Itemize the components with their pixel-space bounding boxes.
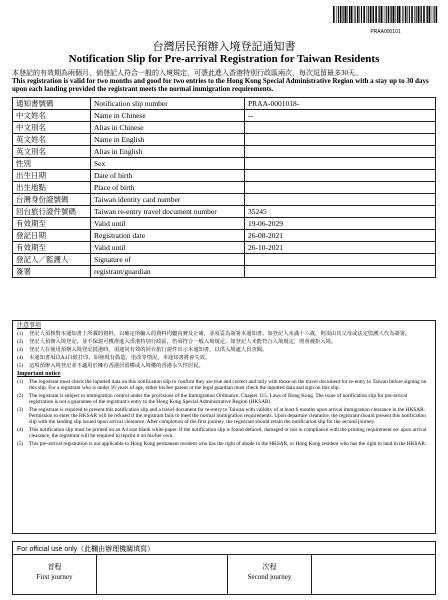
note-number: (5) <box>17 363 24 369</box>
field-label-en: Name in Chinese <box>91 110 245 122</box>
note-item <box>17 331 431 337</box>
field-row <box>13 194 436 206</box>
official-use-heading: For official use only（此欄由辦理機關填寫） <box>13 542 435 555</box>
barcode <box>333 6 438 23</box>
field-value <box>245 194 436 206</box>
field-label-zh: 英文姓名 <box>13 134 91 146</box>
barcode-bar <box>416 6 417 23</box>
barcode-bar <box>336 6 337 23</box>
note-text: The registrant must check the inputted data on this notification slip to confirm they are true and correct and tally with those on the travel document for re-entry to Taiwan before signing on this slip. For a registrant who is under 16 years of age, either his/her parent or the legal guardian must check the inputted data and sign on this slip. <box>29 379 427 391</box>
field-label-en: Valid until <box>91 218 245 230</box>
intro-block <box>12 69 436 93</box>
field-label-en: Taiwan re-entry travel document number <box>91 206 245 218</box>
field-row <box>13 182 436 194</box>
intro-chinese: 本登記的有效期為兩個月，倘登記人符合一般的入境規定，可憑此進入香港特別行政區兩次，每次逗留最多30天。 <box>12 69 362 77</box>
barcode-bar <box>372 6 373 23</box>
barcode-bar <box>436 6 438 23</box>
barcode-bar <box>386 6 387 23</box>
barcode-bar <box>390 6 391 23</box>
barcode-bar <box>388 6 390 23</box>
field-value <box>245 134 436 146</box>
barcode-bar <box>384 6 385 23</box>
barcode-bar <box>393 6 395 23</box>
barcode-bar <box>361 6 362 23</box>
notes-section <box>12 320 436 534</box>
title-english: Notification Slip for Pre-arrival Registration for Taiwan Residents <box>68 53 380 65</box>
barcode-bar <box>370 6 372 23</box>
barcode-bar <box>379 6 380 23</box>
note-number: (2) <box>17 339 24 345</box>
intro-english: This registration is valid for two months and good for two entries to the Hong Kong Special Administrative Region with a stay up to 30 days upon each landing provided the registrant meets the normal immigration requirements. <box>12 77 429 93</box>
field-label-zh: 有效期至 <box>13 218 91 230</box>
barcode-bar <box>373 6 374 23</box>
second-journey-zh: 次程 <box>262 563 277 571</box>
field-value <box>245 146 436 158</box>
field-label-zh: 中文姓名 <box>13 110 91 122</box>
field-label-zh: 出生地點 <box>13 182 91 194</box>
field-value: 26-08-2021 <box>245 230 436 242</box>
note-text: This pre-arrival registration is not applicable to Hong Kong permanent resident who has the right of abode in the HKSAR, or Hong Kong resident who has the right to land in the HKSAR. <box>29 441 427 447</box>
barcode-bar <box>353 6 354 23</box>
field-label-zh: 登記人／監護人 <box>13 254 91 266</box>
barcode-bar <box>359 6 360 23</box>
note-text: 登記人在使用預辦入境登記抵港時，須連同有效的回台旅行證件出示本通知書，以供入境處人員查閱。 <box>29 347 268 353</box>
second-journey-box <box>228 555 312 594</box>
barcode-bar <box>357 6 359 23</box>
barcode-bar <box>420 6 421 23</box>
note-number: (4) <box>17 427 24 433</box>
note-item <box>17 379 431 391</box>
barcode-bar <box>434 6 435 23</box>
field-value: PRAA-0001018- <box>245 98 436 110</box>
barcode-bar <box>381 6 383 23</box>
note-text: 本通知書須以A4白紙打印。如發現有偽造、塗改等情況，本通知書將會失效。 <box>29 355 211 361</box>
barcode-bar <box>409 6 410 23</box>
barcode-block <box>333 6 438 35</box>
field-value: 26-10-2021 <box>245 242 436 254</box>
field-label-zh: 簽署 <box>13 266 91 278</box>
barcode-bar <box>378 6 379 23</box>
field-value <box>245 170 436 182</box>
barcode-bar <box>432 6 433 23</box>
field-label-zh: 台灣身份證號碼 <box>13 194 91 206</box>
field-label-en: Signature of <box>91 254 245 266</box>
field-label-en: Alias in English <box>91 146 245 158</box>
note-text: This notification slip must be printed on an A4 size blank white paper. If the notification slip is found defaced, damaged or not in compliance with the printing requirement etc upon arrival clearance, the registrant will be required to reprint it on his/her own. <box>29 427 427 439</box>
field-label-en: Registration date <box>91 230 245 242</box>
field-row <box>13 98 436 110</box>
note-text: 這項預辦入境登記並不適用於擁有香港居留權或入境權的香港永久性居民。 <box>29 363 204 369</box>
note-number: (5) <box>17 441 24 447</box>
field-row <box>13 110 436 122</box>
field-row <box>13 218 436 230</box>
barcode-bar <box>347 6 348 23</box>
field-label-zh: 有效期至 <box>13 242 91 254</box>
field-row <box>13 242 436 254</box>
official-spacer <box>97 555 228 594</box>
barcode-bar <box>397 6 398 23</box>
field-value: 19-06-2029 <box>245 218 436 230</box>
note-number: (3) <box>17 347 24 353</box>
field-row <box>13 122 436 134</box>
barcode-bar <box>401 6 402 23</box>
second-journey-en: Second journey <box>247 573 292 581</box>
note-item <box>17 347 431 353</box>
barcode-bar <box>366 6 367 23</box>
barcode-bar <box>405 6 407 23</box>
field-label-en: Place of birth <box>91 182 245 194</box>
note-number: (4) <box>17 355 24 361</box>
barcode-bar <box>398 6 400 23</box>
field-row <box>13 266 436 278</box>
field-value <box>245 158 436 170</box>
field-value <box>245 254 436 266</box>
barcode-bar <box>407 6 408 23</box>
barcode-number: PRAA000101 <box>370 29 401 35</box>
field-row <box>13 134 436 146</box>
barcode-bar <box>343 6 344 23</box>
note-item <box>17 427 431 439</box>
field-label-zh: 性別 <box>13 158 91 170</box>
field-label-en: Name in English <box>91 134 245 146</box>
barcode-bar <box>426 6 427 23</box>
note-item <box>17 393 431 405</box>
barcode-bar <box>351 6 353 23</box>
field-value <box>245 122 436 134</box>
field-label-en: Valid until <box>91 242 245 254</box>
note-item <box>17 355 431 361</box>
barcode-bar <box>423 6 425 23</box>
field-label-zh: 中文別名 <box>13 122 91 134</box>
field-value <box>245 266 436 278</box>
field-label-zh: 英文別名 <box>13 146 91 158</box>
field-label-en: Alias in Chinese <box>91 122 245 134</box>
barcode-bar <box>429 6 431 23</box>
barcode-bar <box>418 6 420 23</box>
note-number: (2) <box>17 393 24 399</box>
barcode-bar <box>375 6 377 23</box>
fields-table <box>12 97 436 278</box>
field-row <box>13 158 436 170</box>
field-label-zh: 通知書號碼 <box>13 98 91 110</box>
field-label-zh: 出生日期 <box>13 170 91 182</box>
note-text: 登記人須核對本通知書上所載的資料，以確定所輸入的資料均屬真實及正確，並須妥為簽署本通知書。如登記人未滿十六歲，則須由其父母或法定監護人代為簽署。 <box>29 331 411 337</box>
first-journey-zh: 首程 <box>47 563 62 571</box>
barcode-bar <box>363 6 365 23</box>
barcode-bar <box>402 6 403 23</box>
field-value <box>245 182 436 194</box>
note-number: (1) <box>17 331 24 337</box>
note-number: (3) <box>17 407 24 413</box>
barcode-bar <box>338 6 339 23</box>
note-item <box>17 441 431 447</box>
barcode-bar <box>391 6 392 23</box>
field-value: 35245 <box>245 206 436 218</box>
note-text: The registrant is subject to immigration control under the provisions of the Immigration Ordinance, Chapter 115, Laws of Hong Kong. The issue of notification slip for pre-arrival registration is not a guarantee of the registrant's entry to the Hong Kong Special Administrative Region (HKSAR). <box>29 393 408 405</box>
barcode-bar <box>342 6 343 23</box>
note-item <box>17 407 431 425</box>
field-row <box>13 254 436 266</box>
title-chinese: 台灣居民預辦入境登記通知書 <box>152 41 296 53</box>
barcode-bar <box>411 6 413 23</box>
field-label-zh: 登記日期 <box>13 230 91 242</box>
barcode-bar <box>345 6 347 23</box>
field-label-en: Taiwan identity card number <box>91 194 245 206</box>
first-journey-en: First journey <box>36 573 73 581</box>
note-item <box>17 363 431 369</box>
note-text: 登記人預辦入境登記，並不保證可獲准進入香港特別行政區，仍須符合一般入境規定。如登記人未能符合入境規定，則會被拒入境。 <box>29 339 337 345</box>
barcode-bar <box>355 6 356 23</box>
official-use-box <box>12 541 436 595</box>
notes-header-chinese: 注意事項 <box>17 323 42 329</box>
barcode-bar <box>427 6 428 23</box>
note-number: (1) <box>17 379 24 385</box>
notes-header-english: Important notice <box>17 371 61 377</box>
field-label-zh: 回台旅行證件號碼 <box>13 206 91 218</box>
field-label-en: registrant/guardian <box>91 266 245 278</box>
field-label-en: Date of birth <box>91 170 245 182</box>
field-row <box>13 146 436 158</box>
note-item <box>17 339 431 345</box>
barcode-bar <box>395 6 396 23</box>
field-value: -- <box>245 110 436 122</box>
field-row <box>13 170 436 182</box>
barcode-bar <box>368 6 369 23</box>
barcode-bar <box>333 6 335 23</box>
first-journey-box <box>13 555 97 594</box>
barcode-bar <box>421 6 422 23</box>
note-text: The registrant is required to present this notification slip and a travel document for re-entry to Taiwan with validity of at least 6 months upon arrival immigration clearance in the HKSAR. Permission to enter the HKSAR will be refused if the registrant fails to meet the normal immigration requirements. Upon departure clearance, the registrant should present this notification slip with the landing slip issued upon arrival clearance. After completion of the first journey, the registrant should retain the notification slip for the second journey. <box>29 407 426 425</box>
barcode-bar <box>340 6 342 23</box>
field-row <box>13 230 436 242</box>
barcode-bar <box>349 6 350 23</box>
field-label-en: Sex <box>91 158 245 170</box>
field-label-en: Notification slip number <box>91 98 245 110</box>
barcode-bar <box>414 6 415 23</box>
field-row <box>13 206 436 218</box>
